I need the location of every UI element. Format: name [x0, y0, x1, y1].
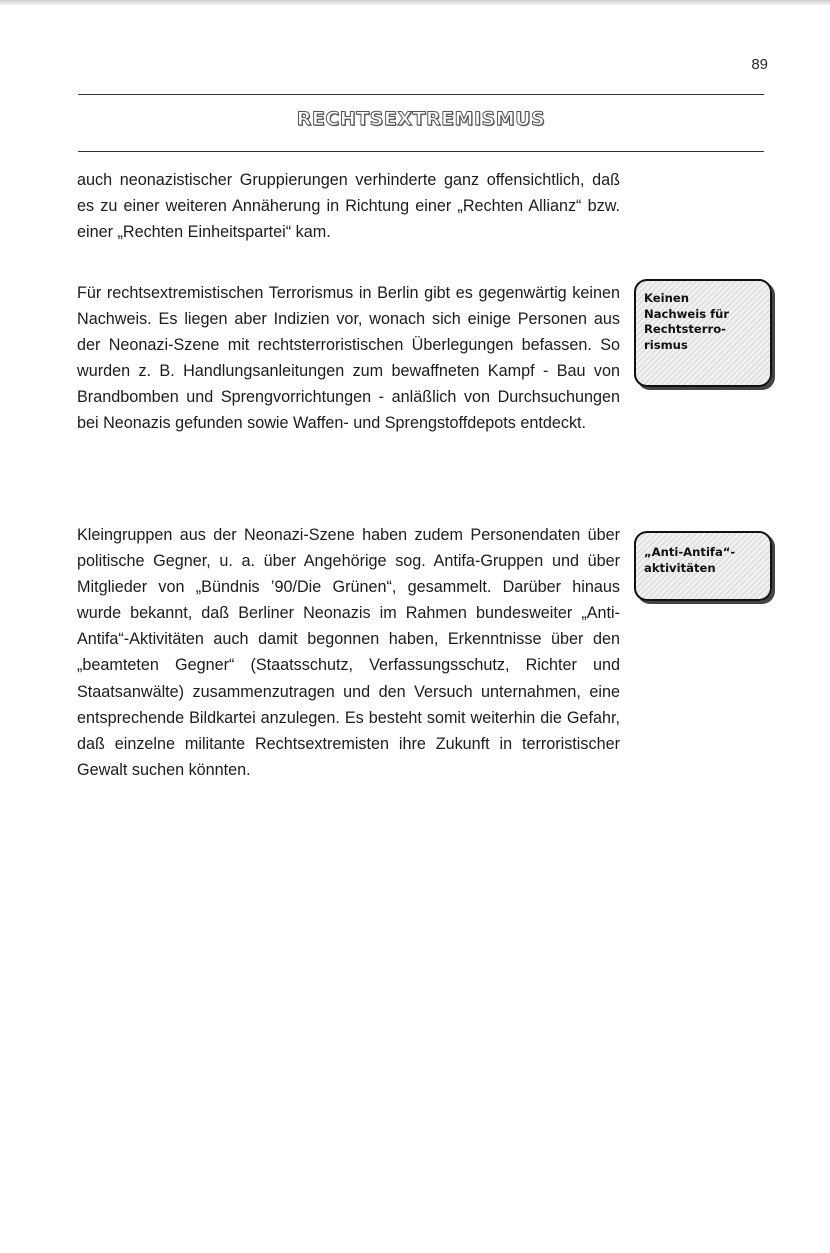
margin-note-line: rismus	[644, 337, 688, 352]
header-rule-bottom	[78, 151, 764, 152]
margin-note-line: Keinen	[644, 291, 689, 305]
margin-note-line: Rechtsterro-	[644, 322, 726, 336]
body-text-block-2	[77, 280, 620, 437]
body-text-block-3	[77, 522, 620, 783]
paragraph-2: Für rechtsextremistischen Terrorismus in Berlin gibt es gegenwärtig keinen Nachweis. Es liegen aber Indizien vor, wonach sich einige Personen aus der Neonazi-Szene mit rechtsterroristischen Überlegungen befassen. So wurden z. B. Handlungsanleitungen zum bewaffneten Kampf - Bau von Brandbomben und Sprengvorrichtungen - anläßlich von Durchsuchungen bei Neonazis gefunden sowie Waffen- und Sprengstoffdepots entdeckt.	[77, 284, 620, 433]
margin-note-anti-antifa	[634, 531, 772, 601]
body-text-block-1	[77, 167, 620, 245]
paragraph-3: Kleingruppen aus der Neonazi-Szene haben zudem Personendaten über politische Gegner, u. a. über Angehörige sog. Antifa-Gruppen und über Mitglieder von „Bündnis ’90/Die Grünen“, gesammelt. Darüber hinaus wurde bekannt, daß Berliner Neonazis im Rahmen bundesweiter „Anti-Antifa“-Aktivitäten auch damit begonnen haben, Erkenntnisse über den „beamteten Gegner“ (Staatsschutz, Verfassungsschutz, Richter und Staatsanwälte) zusammenzutragen und den Versuch unternahmen, eine entsprechende Bildkartei anzulegen. Es besteht somit weiterhin die Gefahr, daß einzelne militante Rechtsextremisten ihre Zukunft in terroristischer Gewalt suchen könnten.	[77, 526, 620, 779]
paragraph-1: auch neonazistischer Gruppierungen verhinderte ganz offensichtlich, daß es zu einer weiteren Annäherung in Richtung einer „Rechten Allianz“ bzw. einer „Rechten Einheitspartei“ kam.	[77, 171, 620, 242]
page-number: 89	[751, 56, 768, 73]
scan-edge	[0, 0, 830, 5]
margin-note-no-evidence-terrorism	[634, 279, 772, 387]
margin-note-line: aktivitäten	[644, 560, 716, 575]
margin-note-line: Nachweis für	[644, 306, 730, 321]
header-rule-top	[78, 94, 764, 95]
running-head: RECHTSEXTREMISMUS	[296, 108, 546, 130]
margin-note-line: „Anti-Antifa“-	[644, 545, 736, 559]
